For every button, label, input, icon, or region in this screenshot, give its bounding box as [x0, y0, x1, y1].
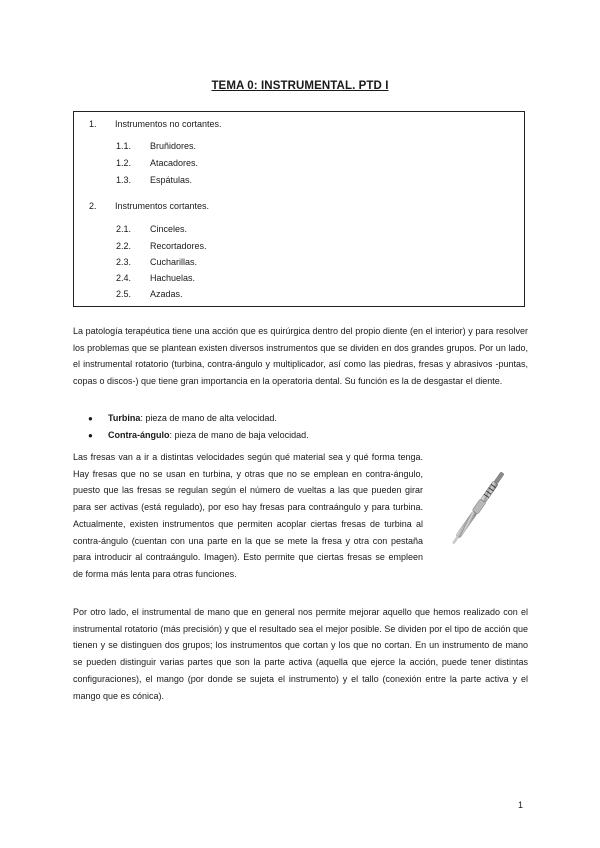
table-of-contents-box — [73, 111, 525, 307]
toc-item-number: 1.2. — [116, 158, 132, 168]
bullet-description: : pieza de mano de alta velocidad. — [140, 413, 277, 423]
toc-item-number: 2.2. — [116, 241, 132, 251]
toc-section-number: 2. — [89, 201, 97, 211]
dental-adapter-image — [432, 448, 528, 564]
page-title: TEMA 0: INSTRUMENTAL. PTD I — [211, 80, 389, 92]
toc-item-number: 1.3. — [116, 175, 132, 185]
toc-item-label: Cucharillas. — [150, 257, 198, 267]
bullet-term: Turbina — [108, 413, 141, 423]
toc-item-number: 2.4. — [116, 273, 132, 283]
paragraph-intro: La patología terapéutica tiene una acción que es quirúrgica dentro del propio diente (en el interior) y para resolver los problemas que se plantean existen diversos instrumentos que se dividen en dos grandes grupos. Por un lado, el instrumental rotatorio (turbina, contra-ángulo y multiplicador, así como las piedras, fresas y abrasivos -puntas, copas o discos-) que tiene gran importancia en la operatoria dental. Su función es la de desgastar el diente. — [73, 326, 528, 387]
toc-item-label: Atacadores. — [150, 158, 199, 168]
bullet-term: Contra-ángulo — [108, 430, 170, 440]
toc-section-number: 1. — [89, 119, 97, 129]
toc-item-number: 2.1. — [116, 224, 132, 234]
toc-item-label: Azadas. — [150, 289, 183, 299]
toc-item-label: Recortadores. — [150, 241, 207, 251]
bullet-icon: ● — [88, 431, 93, 440]
toc-item-number: 2.3. — [116, 257, 132, 267]
page-number: 1 — [518, 800, 524, 810]
toc-item-label: Hachuelas. — [150, 273, 196, 283]
bullet-description: : pieza de mano de baja velocidad. — [169, 430, 309, 440]
toc-item-label: Bruñidores. — [150, 141, 197, 151]
bullet-icon: ● — [88, 414, 93, 423]
paragraph-fresas: Las fresas van a ir a distintas velocidades según qué material sea y qué forma tenga. Hay fresas que no se usan en turbina, y otras que no se emplean en contra-ángulo, puesto que las fresas se regulan según el número de vueltas a las que pueden girar para ser activas (está regulado), por eso hay fresas para contraángulo y para turbina. Actualmente, existen instrumentos que permiten acoplar ciertas fresas de turbina al contra-ángulo (cuentan con una parte en la que se mete la fresa y otra con pestaña para introducir al contraángulo. Imagen). Esto permite que ciertas fresas se empleen de forma más lenta para otras funciones. — [73, 452, 423, 579]
toc-item-label: Espátulas. — [150, 175, 193, 185]
toc-section-label: Instrumentos no cortantes. — [115, 119, 222, 129]
paragraph-hand-instruments: Por otro lado, el instrumental de mano que en general nos permite mejorar aquello que hemos realizado con el instrumental rotatorio (más precisión) y que el resultado sea el mejor posible. Se dividen por el tipo de acción que tienen y se distinguen dos grupos; los instrumentos que cortan y los que no cortan. En un instrumento de mano se pueden distinguir varias partes que son la parte activa (aquella que ejerce la acción, puede tener distintas configuraciones), el mango (por donde se sujeta el instrumento) y el tallo (conexión entre la parte activa y el mango que es cónica). — [73, 607, 528, 701]
toc-item-label: Cinceles. — [150, 224, 188, 234]
toc-item-number: 1.1. — [116, 141, 132, 151]
toc-item-number: 2.5. — [116, 289, 132, 299]
toc-section-label: Instrumentos cortantes. — [115, 201, 210, 211]
